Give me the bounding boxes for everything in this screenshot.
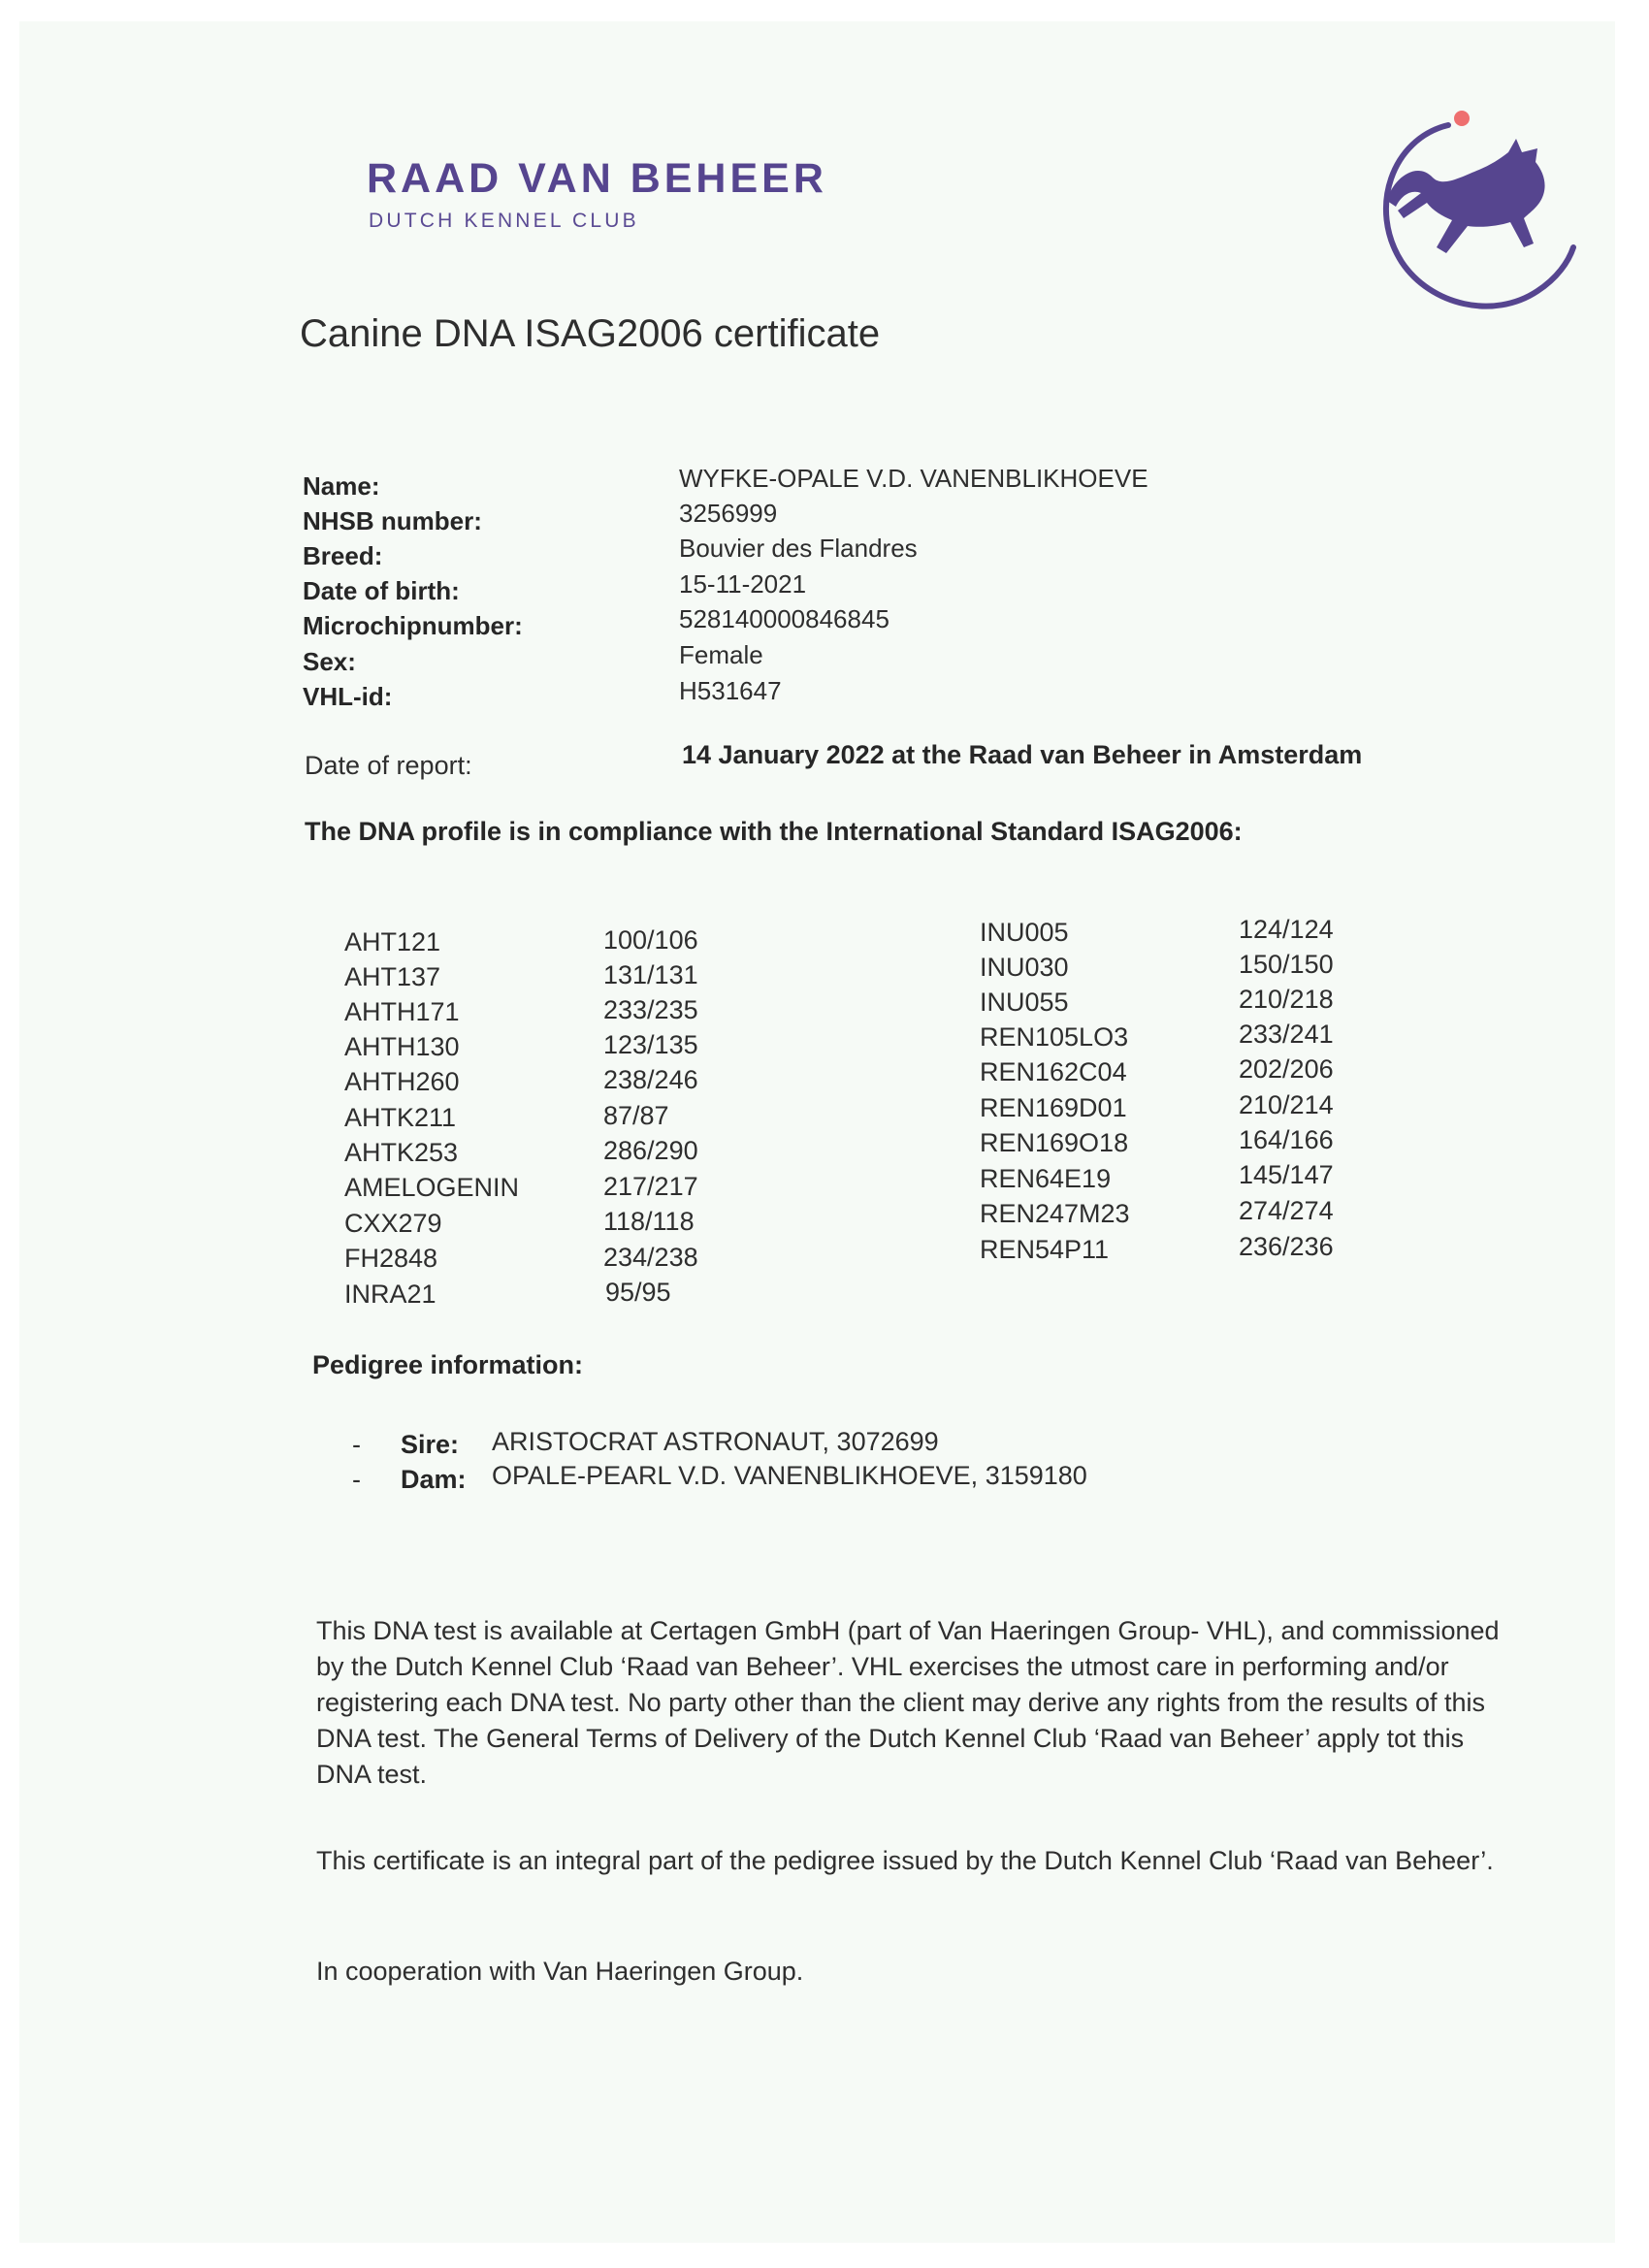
marker-name: AHTH260 <box>344 1067 460 1096</box>
date-of-birth-label: Date of birth: <box>303 576 460 605</box>
pedigree-note-paragraph: This certificate is an integral part of the pedigree issued by the Dutch Kennel Club ‘Raad van Beheer’. <box>316 1846 1494 1875</box>
sex-label: Sex: <box>303 647 356 676</box>
marker-name: AHTK211 <box>344 1103 457 1132</box>
marker-name: AHT137 <box>344 962 441 991</box>
marker-alleles: 95/95 <box>605 1278 671 1307</box>
name-value: WYFKE-OPALE V.D. VANENBLIKHOEVE <box>679 464 1148 493</box>
marker-alleles: 238/246 <box>603 1065 698 1094</box>
sire-value: ARISTOCRAT ASTRONAUT, 3072699 <box>492 1427 939 1456</box>
marker-name: AHTH130 <box>344 1032 460 1061</box>
leaping-dog-emblem-icon <box>1363 102 1586 325</box>
marker-alleles: 274/274 <box>1239 1196 1334 1225</box>
marker-alleles: 131/131 <box>603 960 698 989</box>
dam-bullet: - <box>352 1465 361 1494</box>
marker-alleles: 210/214 <box>1239 1090 1334 1119</box>
sire-bullet: - <box>352 1430 361 1459</box>
vhl-id-label: VHL-id: <box>303 682 393 711</box>
emblem-dog <box>1387 139 1545 253</box>
sire-label: Sire: <box>401 1430 460 1459</box>
marker-alleles: 210/218 <box>1239 985 1334 1014</box>
emblem-dot <box>1454 111 1470 126</box>
vhl-id-value: H531647 <box>679 676 782 705</box>
marker-name: AHTK253 <box>344 1138 459 1167</box>
nhsb-number-value: 3256999 <box>679 499 778 528</box>
marker-name: REN105LO3 <box>980 1022 1129 1052</box>
report-date-value: 14 January 2022 at the Raad van Beheer in Amsterdam <box>682 740 1363 769</box>
marker-alleles: 150/150 <box>1239 950 1334 979</box>
cooperation-note: In cooperation with Van Haeringen Group. <box>316 1957 804 1986</box>
sex-value: Female <box>679 640 763 669</box>
microchip-label: Microchipnumber: <box>303 611 523 640</box>
org-name: RAAD VAN BEHEER <box>367 155 827 202</box>
marker-alleles: 123/135 <box>603 1030 698 1059</box>
date-of-birth-value: 15-11-2021 <box>679 569 807 599</box>
marker-alleles: 236/236 <box>1239 1232 1334 1261</box>
nhsb-number-label: NHSB number: <box>303 506 482 535</box>
marker-name: INU030 <box>980 953 1069 982</box>
dam-value: OPALE-PEARL V.D. VANENBLIKHOEVE, 3159180 <box>492 1461 1087 1490</box>
marker-name: CXX279 <box>344 1209 442 1238</box>
name-label: Name: <box>303 471 380 501</box>
marker-name: AHT121 <box>344 927 441 956</box>
microchip-value: 528140000846845 <box>679 604 889 633</box>
marker-name: INRA21 <box>344 1280 436 1309</box>
marker-name: REN247M23 <box>980 1199 1130 1228</box>
dam-label: Dam: <box>401 1465 467 1494</box>
marker-alleles: 100/106 <box>603 925 698 955</box>
marker-name: FH2848 <box>344 1244 438 1273</box>
org-subtitle: DUTCH KENNEL CLUB <box>369 210 639 232</box>
marker-name: AHTH171 <box>344 997 460 1026</box>
disclaimer-paragraph: This DNA test is available at Certagen GmbH (part of Van Haeringen Group- VHL), and commissioned by the Dutch Kennel Club ‘Raad van Beheer’. VHL exercises the utmost care in performing and/or registering each DNA test. No party other than the client may derive any rights from the results of this DNA test. The General Terms of Delivery of the Dutch Kennel Club ‘Raad van Beheer’ apply tot this DNA test. <box>316 1616 1500 1789</box>
certificate-title: Canine DNA ISAG2006 certificate <box>300 312 881 355</box>
marker-alleles: 234/238 <box>603 1243 698 1272</box>
compliance-statement: The DNA profile is in compliance with the International Standard ISAG2006: <box>305 817 1243 846</box>
marker-alleles: 118/118 <box>603 1207 695 1236</box>
marker-alleles: 87/87 <box>603 1101 669 1130</box>
marker-name: REN169D01 <box>980 1093 1127 1122</box>
marker-alleles: 233/235 <box>603 995 698 1024</box>
breed-label: Breed: <box>303 541 383 570</box>
marker-name: REN162C04 <box>980 1057 1127 1086</box>
marker-name: REN169O18 <box>980 1128 1129 1157</box>
marker-alleles: 145/147 <box>1239 1160 1334 1189</box>
marker-name: REN54P11 <box>980 1235 1110 1264</box>
marker-alleles: 202/206 <box>1239 1054 1334 1084</box>
marker-alleles: 217/217 <box>603 1172 698 1201</box>
marker-alleles: 164/166 <box>1239 1125 1334 1154</box>
pedigree-heading: Pedigree information: <box>312 1350 584 1379</box>
report-date-label: Date of report: <box>305 751 472 780</box>
breed-value: Bouvier des Flandres <box>679 534 918 563</box>
marker-name: INU055 <box>980 988 1069 1017</box>
marker-name: REN64E19 <box>980 1164 1112 1193</box>
marker-name: AMELOGENIN <box>344 1173 520 1202</box>
marker-alleles: 286/290 <box>603 1136 698 1165</box>
marker-alleles: 233/241 <box>1239 1020 1334 1049</box>
marker-name: INU005 <box>980 918 1069 947</box>
marker-alleles: 124/124 <box>1239 915 1334 944</box>
